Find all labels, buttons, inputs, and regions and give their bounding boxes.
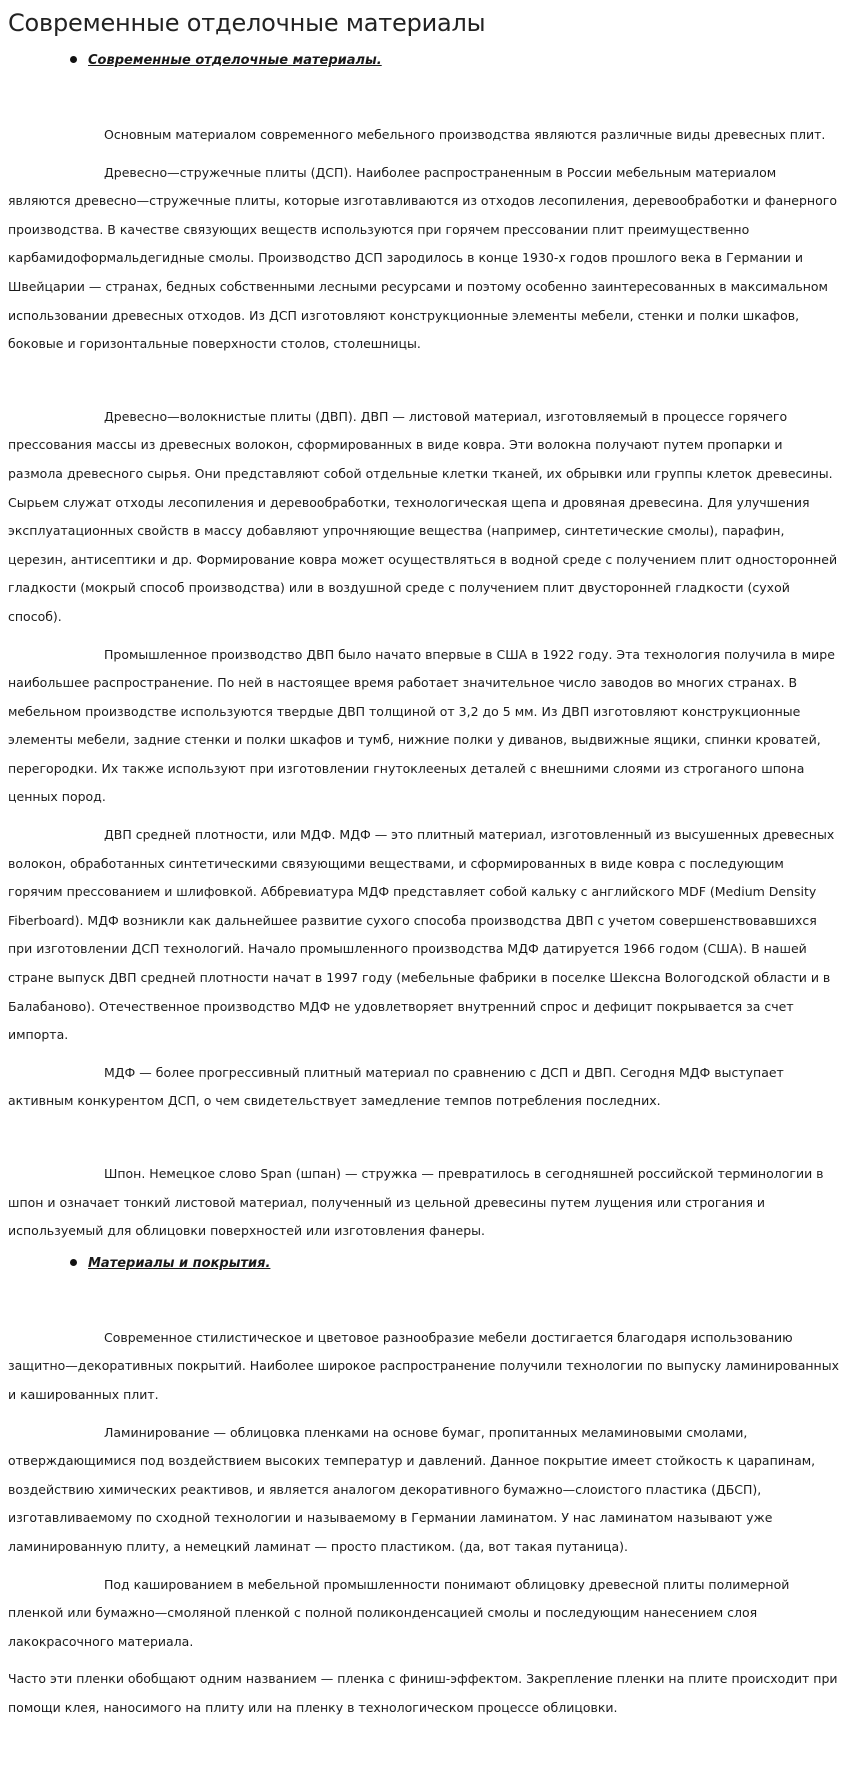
- section-heading-list: [8, 52, 839, 70]
- paragraph: Ламинирование — облицовка пленками на основе бумаг, пропитанных меламиновыми смолами, отверждающимися под воздействием высоких температур и давлений. Данное покрытие имеет стойкость к царапинам, воздействию химических реактивов, и является аналогом декоративного бумажно—слоистого пластика (ДБСП), изготавливаемому по сходной технологии и называемому в Германии ламинатом. У нас ламинатом называют уже ламинированную плиту, а немецкий ламинат — просто пластиком. (да, вот такая путаница).: [8, 1424, 816, 1554]
- paragraph: Современное стилистическое и цветовое разнообразие мебели достигается благодаря использованию защитно—декоративных покрытий. Наиболее широкое распространение получили технологии по выпуску ламинированных и кашированных плит.: [8, 1329, 839, 1402]
- paragraph: Древесно—стружечные плиты (ДСП). Наиболее распространенным в России мебельным материалом являются древесно—стружечные плиты, которые изготавливаются из отходов лесопиления, деревообработки и фанерного производства. В качестве связующих веществ используются при горячем прессовании плит преимущественно карбамидоформальдегидные смолы. Производство ДСП зародилось в конце 1930-х годов прошлого века в Германии и Швейцарии — странах, бедных собственными лесными ресурсами и поэтому особенно заинтересованных в максимальном использовании древесных отходов. Из ДСП изготовляют конструкционные элементы мебели, стенки и полки шкафов, боковые и горизонтальные поверхности столов, столешницы.: [8, 164, 837, 352]
- section-heading-list: [8, 1255, 839, 1273]
- paragraph: Часто эти пленки обобщают одним названием — пленка с финиш-эффектом. Закрепление пленки на плите происходит при помощи клея, наносимого на плиту или на пленку в технологическом процессе облицовки.: [8, 1671, 838, 1715]
- bullet-icon: [70, 56, 77, 63]
- page-title: Современные отделочные материалы: [8, 9, 486, 37]
- section-heading: [70, 52, 839, 70]
- section-heading-text: Современные отделочные материалы.: [88, 53, 382, 68]
- paragraph: ДВП средней плотности, или МДФ. МДФ — это плитный материал, изготовленный из высушенных древесных волокон, обработанных синтетическими связующими веществами, и сформированных в виде ковра с последующим горячим прессованием и шлифовкой. Аббревиатура МДФ представляет собой кальку с английского MDF (Medium Density Fiberboard). МДФ возникли как дальнейшее развитие сухого способа производства ДВП с учетом совершенствовавшихся при изготовлении ДСП технологий. Начало промышленного производства МДФ датируется 1966 годом (США). В нашей стране выпуск ДВП средней плотности начат в 1997 году (мебельные фабрики в поселке Шексна Вологодской области и в Балабаново). Отечественное производство МДФ не удовлетворяет внутренний спрос и дефицит покрывается за счет импорта.: [8, 827, 835, 1043]
- paragraph: Промышленное производство ДВП было начато впервые в США в 1922 году. Эта технология получила в мире наибольшее распространение. По ней в настоящее время работает значительное число заводов во многих странах. В мебельном производстве используются твердые ДВП толщиной от 3,2 до 5 мм. Из ДВП изготовляют конструкционные элементы мебели, задние стенки и полки шкафов и тумб, нижние полки у диванов, выдвижные ящики, спинки кроватей, перегородки. Их также используют при изготовлении гнутоклееных деталей с внешними слоями из строганого шпона ценных пород.: [8, 646, 835, 805]
- bullet-icon: [70, 1259, 77, 1266]
- paragraph: Шпон. Немецкое слово Span (шпан) — стружка — превратилось в сегодняшней российской терминологии в шпон и означает тонкий листовой материал, полученный из цельной древесины путем лущения или строгания и используемый для облицовки поверхностей или изготовления фанеры.: [8, 1166, 824, 1239]
- paragraph: Древесно—волокнистые плиты (ДВП). ДВП — листовой материал, изготовляемый в процессе горячего прессования массы из древесных волокон, сформированных в виде ковра. Эти волокна получают путем пропарки и размола древесного сырья. Они представляют собой отдельные клетки тканей, их обрывки или группы клеток древесины. Сырьем служат отходы лесопиления и деревообработки, технологическая щепа и дровяная древесина. Для улучшения эксплуатационных свойств в массу добавляют упрочняющие вещества (например, синтетические смолы), парафин, церезин, антисептики и др. Формирование ковра может осуществляться в водной среде с получением плит односторонней гладкости (мокрый способ производства) или в воздушной среде с получением плит двусторонней гладкости (сухой способ).: [8, 408, 838, 624]
- section-heading: [70, 1255, 839, 1273]
- paragraph: МДФ — более прогрессивный плитный материал по сравнению с ДСП и ДВП. Сегодня МДФ выступает активным конкурентом ДСП, о чем свидетельствует замедление темпов потребления последних.: [8, 1064, 784, 1109]
- paragraph: Основным материалом современного мебельного производства являются различные виды древесных плит.: [104, 127, 826, 142]
- section-heading-text: Материалы и покрытия.: [88, 1255, 271, 1271]
- paragraph: Под кашированием в мебельной промышленности понимают облицовку древесной плиты полимерной пленкой или бумажно—смоляной пленкой с полной поликонденсацией смолы и последующим нанесением слоя лакокрасочного материала.: [8, 1576, 790, 1649]
